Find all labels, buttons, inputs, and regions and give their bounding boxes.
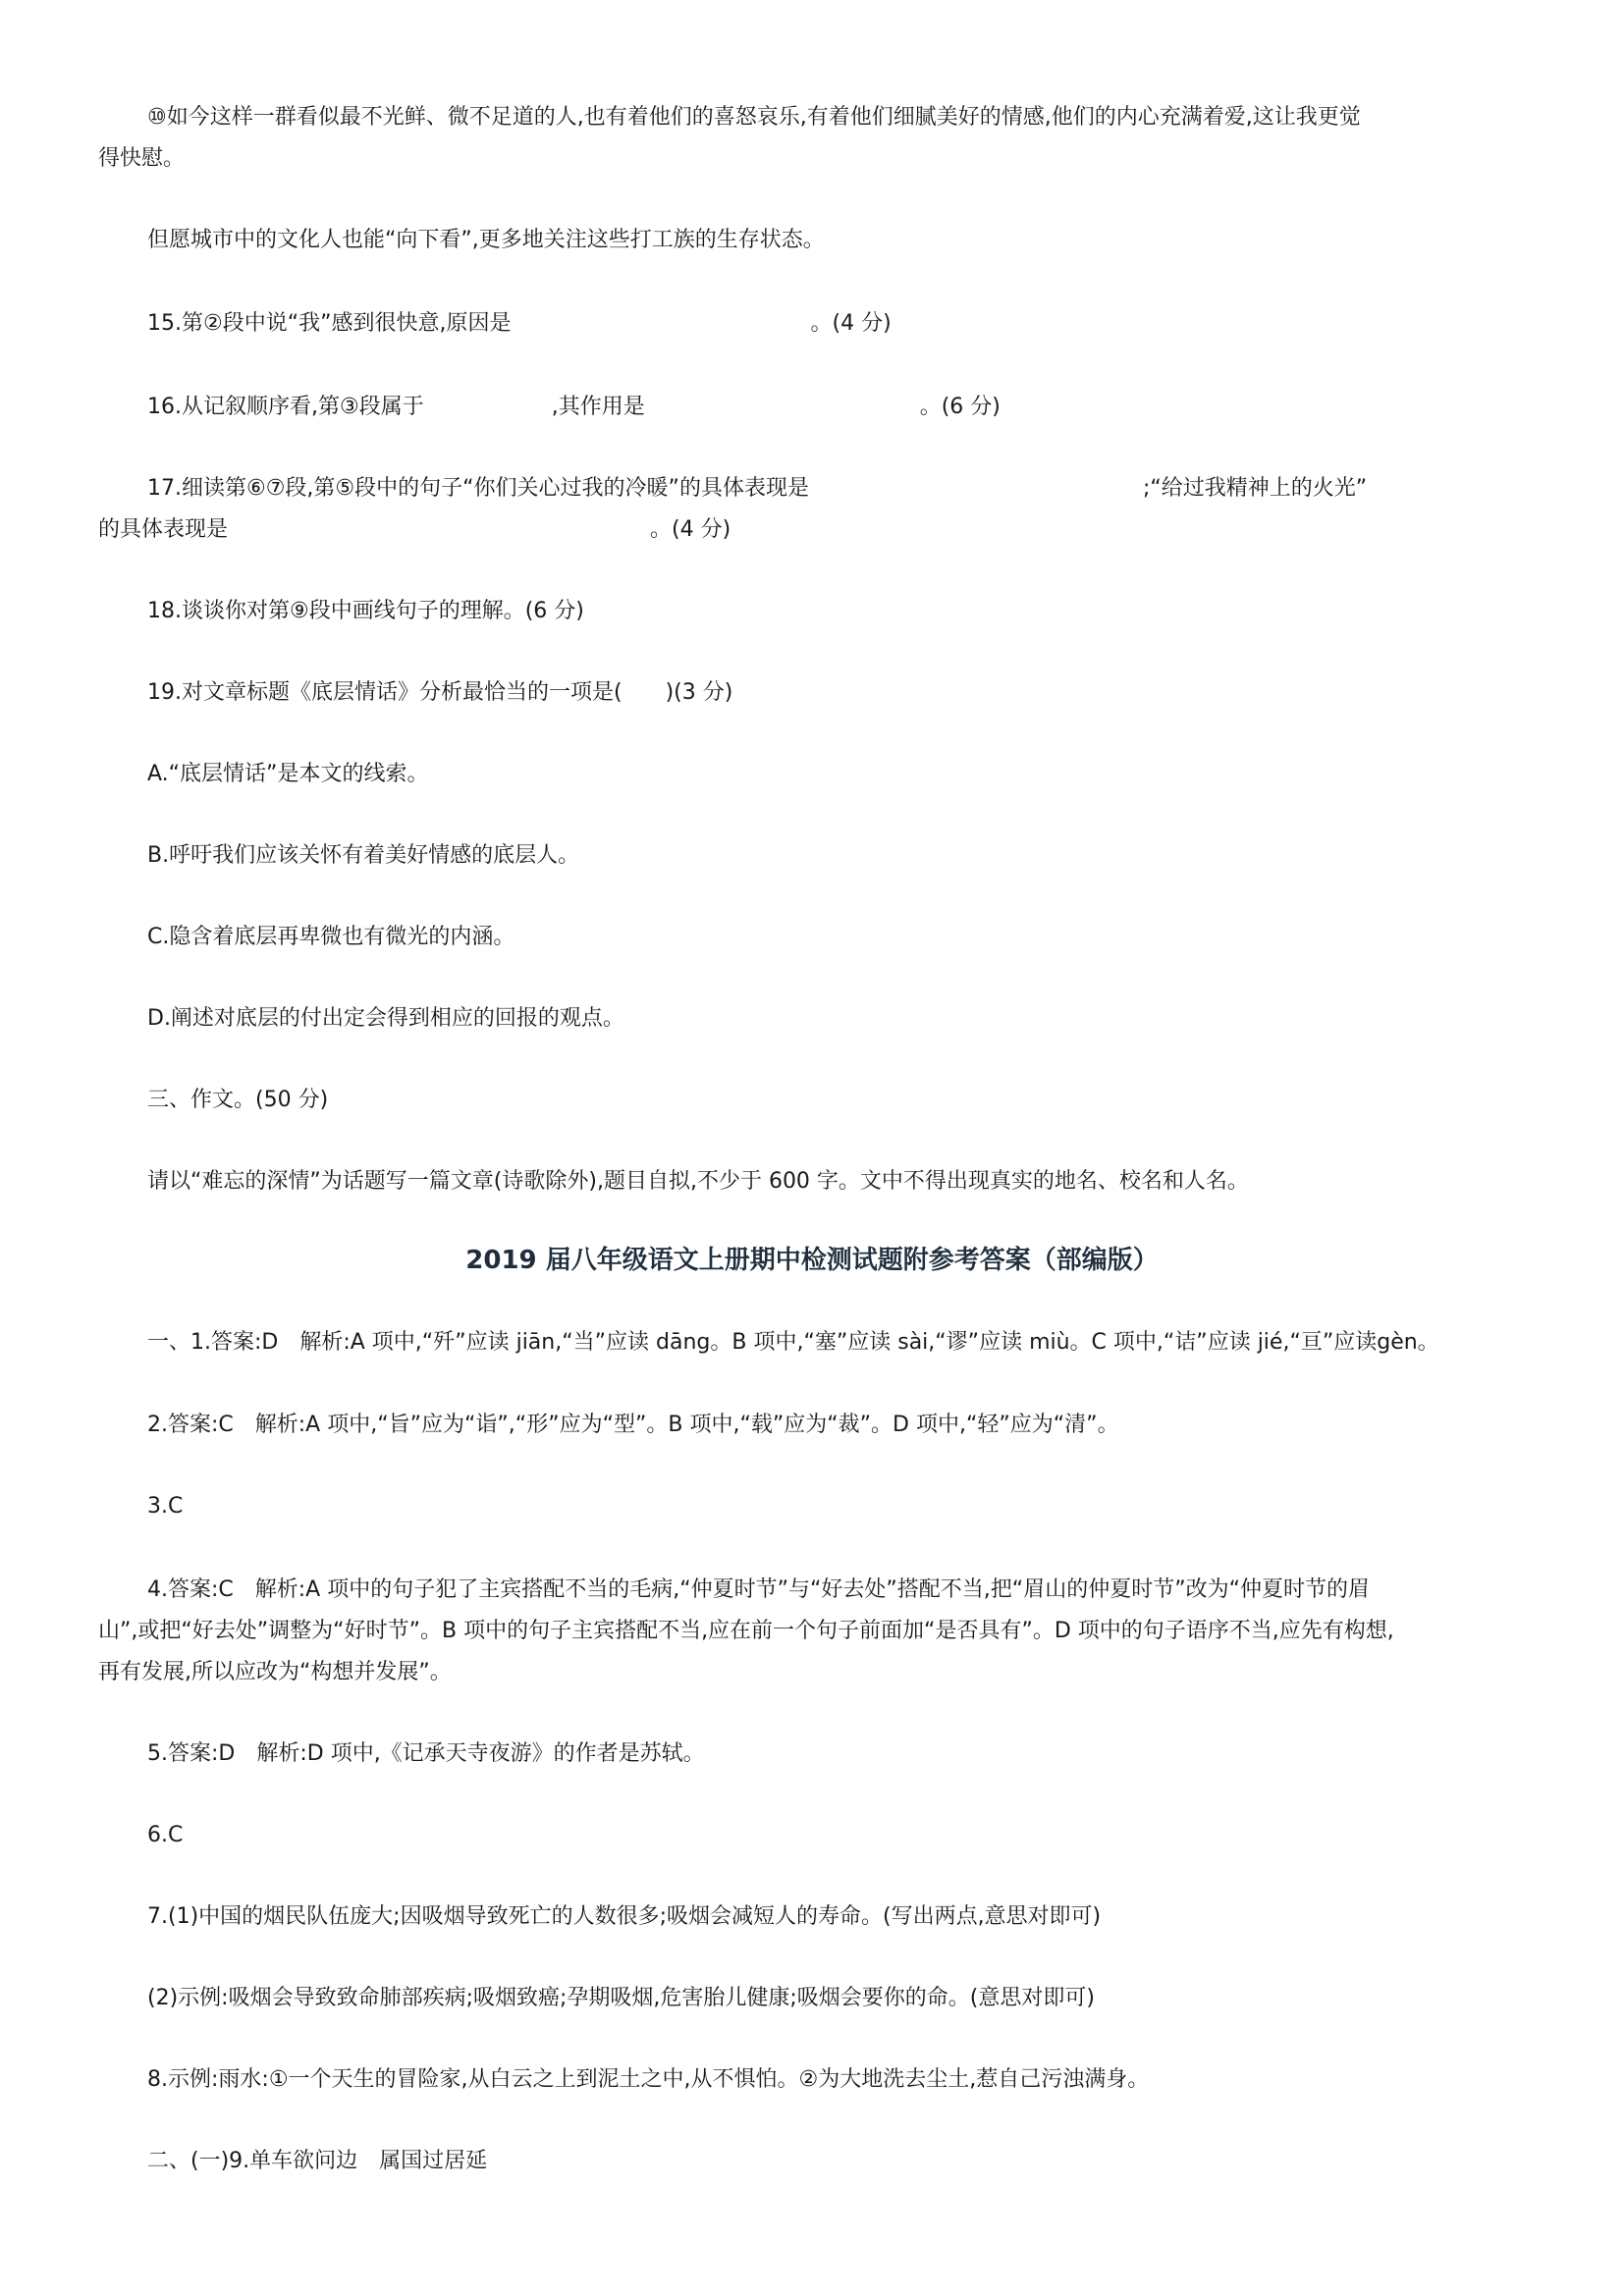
answer-2: 2.答案:C 解析:A 项中,“旨”应为“诣”,“形”应为“型”。B 项中,“载”应为“裁”。D 项中,“轻”应为“清”。 — [147, 1413, 1119, 1437]
answer-4-line-1: 4.答案:C 解析:A 项中的句子犯了主宾搭配不当的毛病,“仲夏时节”与“好去处”搭配不当,把“眉山的仲夏时节”改为“仲夏时节的眉 — [147, 1577, 1370, 1602]
question-16-score: 。(6 分) — [919, 395, 1001, 419]
question-17-line-1 — [147, 469, 1591, 508]
composition-prompt: 请以“难忘的深情”为话题写一篇文章(诗歌除外),题目自拟,不少于 600 字。文中不得出现真实的地名、校名和人名。 — [147, 1169, 1249, 1194]
passage-paragraph-10-line-1: ⑩如今这样一群看似最不光鲜、微不足道的人,也有着他们的喜怒哀乐,有着他们细腻美好的情感,他们的内心充满着爱,这让我更觉 — [147, 105, 1361, 130]
answer-4-line-2: 山”,或把“好去处”调整为“好时节”。B 项中的句子主宾搭配不当,应在前一个句子前面加“是否具有”。D 项中的句子语序不当,应先有构想, — [98, 1619, 1394, 1643]
question-15-score: 。(4 分) — [810, 311, 892, 336]
answer-6: 6.C — [147, 1823, 184, 1847]
question-19: 19.对文章标题《底层情话》分析最恰当的一项是( )(3 分) — [147, 680, 733, 705]
question-17-line-2 — [98, 510, 1542, 550]
answer-4-line-3: 再有发展,所以应改为“构想并发展”。 — [98, 1660, 452, 1684]
answer-7-part-1: 7.(1)中国的烟民队伍庞大;因吸烟导致死亡的人数很多;吸烟会减短人的寿命。(写出两点,意思对即可) — [147, 1904, 1102, 1929]
composition-heading: 三、作文。(50 分) — [147, 1088, 329, 1112]
passage-paragraph-10-line-2: 得快慰。 — [98, 146, 186, 171]
question-19-option-d: D.阐述对底层的付出定会得到相应的回报的观点。 — [147, 1006, 624, 1031]
answer-1: 一、1.答案:D 解析:A 项中,“歼”应读 jiān,“当”应读 dāng。B 项中,“塞”应读 sài,“谬”应读 miù。C 项中,“诘”应读 jié,“亘”应读gèn。 — [147, 1330, 1439, 1355]
answer-3: 3.C — [147, 1494, 184, 1519]
question-16-middle: ,其作用是 — [551, 395, 645, 419]
question-17-stem: 17.细读第⑥⑦段,第⑤段中的句子“你们关心过我的冷暖”的具体表现是 — [147, 476, 809, 501]
question-19-option-c: C.隐含着底层再卑微也有微光的内涵。 — [147, 925, 515, 949]
question-17-third-part: 的具体表现是 — [98, 517, 229, 542]
answer-5: 5.答案:D 解析:D 项中,《记承天寺夜游》的作者是苏轼。 — [147, 1741, 705, 1766]
answer-key-title: 2019 届八年级语文上册期中检测试题附参考答案（部编版） — [465, 1246, 1159, 1275]
answer-8: 8.示例:雨水:①一个天生的冒险家,从白云之上到泥土之中,从不惧怕。②为大地洗去尘土,惹自己污浊满身。 — [147, 2067, 1150, 2092]
question-19-option-b: B.呼吁我们应该关怀有着美好情感的底层人。 — [147, 843, 580, 868]
question-15-stem: 15.第②段中说“我”感到很快意,原因是 — [147, 311, 512, 336]
question-18: 18.谈谈你对第⑨段中画线句子的理解。(6 分) — [147, 599, 584, 623]
question-17-score: 。(4 分) — [650, 517, 731, 542]
passage-closing-wish: 但愿城市中的文化人也能“向下看”,更多地关注这些打工族的生存状态。 — [147, 228, 825, 252]
question-16 — [147, 388, 1591, 427]
question-16-stem: 16.从记叙顺序看,第③段属于 — [147, 395, 424, 419]
answer-9: 二、(一)9.单车欲问边 属国过居延 — [147, 2149, 488, 2173]
answer-7-part-2: (2)示例:吸烟会导致致命肺部疾病;吸烟致癌;孕期吸烟,危害胎儿健康;吸烟会要你的命。(意思对即可) — [147, 1986, 1095, 2010]
question-19-option-a: A.“底层情话”是本文的线索。 — [147, 762, 429, 786]
question-15 — [147, 304, 1591, 344]
question-17-second-part: ;“给过我精神上的火光” — [1142, 476, 1368, 501]
